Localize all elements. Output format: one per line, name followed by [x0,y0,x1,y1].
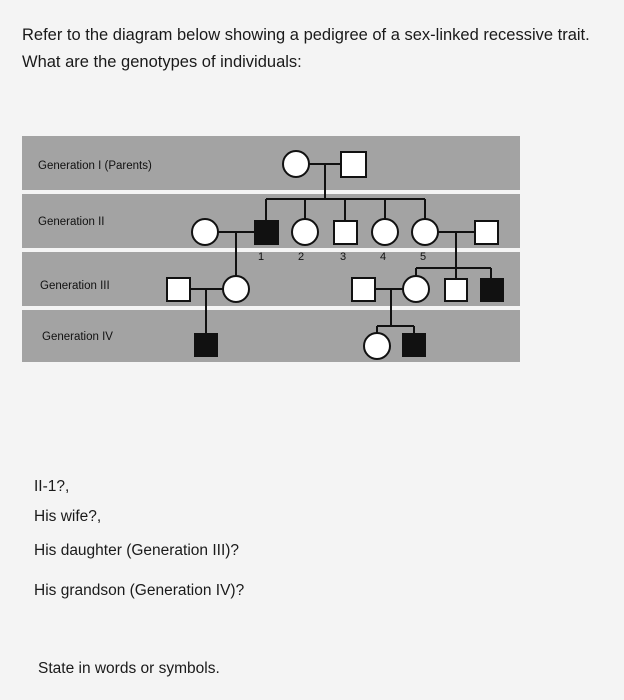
question-4: His grandson (Generation IV)? [34,582,245,599]
gen3-male-b [445,279,467,301]
gen2-number-2: 2 [298,251,305,263]
gen3-male-c-affected [481,279,503,301]
question-1: II-1?, [34,478,70,495]
gen2-number-3: 3 [340,251,347,263]
gen2-wife-female [192,219,218,245]
gen1-male [341,152,366,177]
gen2-number-4: 4 [380,251,387,263]
gen2-number-5: 5 [420,251,427,263]
question-3: His daughter (Generation III)? [34,542,240,559]
generation-label-1: Generation I (Parents) [38,160,152,172]
gen4-male-affected [403,334,425,356]
gen2-2-female [292,219,318,245]
gen4-grandson-affected-male [195,334,217,356]
gen3-daughter-female [223,276,249,302]
gen2-number-1: 1 [258,251,265,263]
generation-label-2: Generation II [38,216,105,228]
gen4-female [364,333,390,359]
gen2-4-female [372,219,398,245]
generation-label-4: Generation IV [42,331,113,343]
gen3-female [403,276,429,302]
gen1-female [283,151,309,177]
closing-instruction: State in words or symbols. [38,660,220,677]
gen2-1-affected-male [255,221,278,244]
gen3-husband-male [167,278,190,301]
generation-label-3: Generation III [40,280,110,292]
gen2-5-husband-male [475,221,498,244]
gen2-3-male [334,221,357,244]
intro-text: Refer to the diagram below showing a pedigree of a sex-linked recessive trait. What are the genotypes of individuals: [22,26,590,71]
question-2: His wife?, [34,508,102,525]
gen2-5-female [412,219,438,245]
gen3-male-a [352,278,375,301]
